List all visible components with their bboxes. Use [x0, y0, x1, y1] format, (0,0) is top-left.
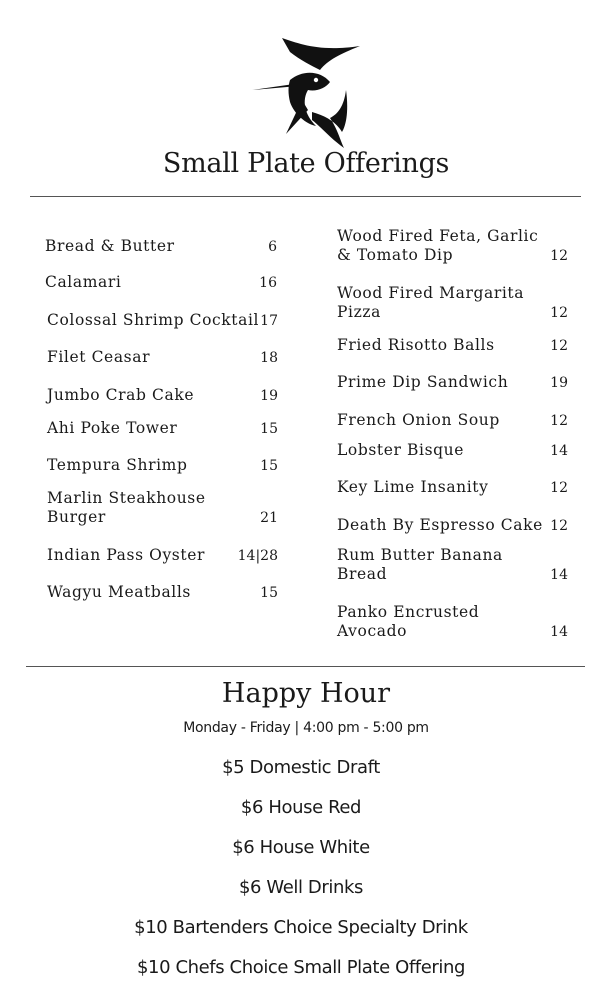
menu-item-name-line2: Bread: [337, 565, 388, 583]
menu-item-price: 17: [260, 313, 278, 329]
menu-item-name: Bread & Butter: [45, 237, 175, 255]
menu-item-price: 14|28: [237, 548, 278, 564]
menu-item-name: Ahi Poke Tower: [47, 419, 178, 437]
menu-item-name: Lobster Bisque: [337, 441, 465, 459]
menu-item-name: Death By Espresso Cake: [337, 516, 543, 534]
happy-hour-special: $6 Well Drinks: [238, 877, 364, 898]
menu-item-price: 12: [550, 338, 568, 354]
menu-item-name: Tempura Shrimp: [47, 456, 188, 474]
menu-item-name: Key Lime Insanity: [337, 478, 489, 496]
menu-item-price: 18: [260, 350, 278, 366]
menu-item-price: 15: [260, 421, 278, 437]
happy-hour-schedule: Monday - Friday | 4:00 pm - 5:00 pm: [183, 720, 429, 736]
menu-item-name-line1: Rum Butter Banana: [337, 546, 503, 564]
happy-hour-special: $5 Domestic Draft: [222, 757, 380, 778]
menu-item-name: French Onion Soup: [337, 411, 500, 429]
marlin-logo-icon: [250, 30, 362, 150]
happy-hour-special: $10 Bartenders Choice Specialty Drink: [134, 917, 468, 938]
menu-item-price: 12: [550, 413, 568, 429]
happy-hour-special: $10 Chefs Choice Small Plate Offering: [136, 957, 466, 978]
menu-item-name: Filet Ceasar: [47, 348, 151, 366]
menu-item-name: Calamari: [45, 273, 122, 291]
menu-item-price: 15: [260, 458, 278, 474]
page-title: Small Plate Offerings: [162, 148, 450, 179]
menu-item-name: Wagyu Meatballs: [47, 583, 191, 601]
menu-item-price: 19: [550, 375, 568, 391]
menu-item-name: Jumbo Crab Cake: [47, 386, 195, 404]
top-divider: [30, 196, 581, 197]
menu-item-name-line1: Wood Fired Feta, Garlic: [337, 227, 539, 245]
menu-item-name-line2: Burger: [47, 508, 106, 526]
menu-item-name: Colossal Shrimp Cocktail: [47, 311, 260, 329]
menu-item-price: 21: [260, 510, 278, 526]
happy-hour-title: Happy Hour: [221, 678, 391, 709]
menu-item-name: Indian Pass Oyster: [47, 546, 205, 564]
menu-item-price: 16: [259, 275, 277, 291]
menu-item-price: 12: [550, 248, 568, 264]
menu-item-price: 14: [550, 567, 568, 583]
menu-item-name: Prime Dip Sandwich: [337, 373, 509, 391]
middle-divider: [26, 666, 585, 667]
menu-item-price: 14: [550, 624, 568, 640]
menu-item-price: 12: [550, 305, 568, 321]
happy-hour-special: $6 House White: [232, 837, 370, 858]
menu-item-price: 12: [550, 518, 568, 534]
menu-item-name-line1: Panko Encrusted: [337, 603, 480, 621]
menu-item-price: 14: [550, 443, 568, 459]
menu-item-price: 15: [260, 585, 278, 601]
happy-hour-special: $6 House Red: [240, 797, 362, 818]
menu-item-price: 12: [550, 480, 568, 496]
menu-item-price: 19: [260, 388, 278, 404]
menu-item-price: 6: [268, 239, 277, 255]
menu-item-name: Fried Risotto Balls: [337, 336, 495, 354]
menu-item-name-line2: Avocado: [337, 622, 408, 640]
menu-item-name-line1: Wood Fired Margarita: [337, 284, 525, 302]
menu-item-name-line2: & Tomato Dip: [337, 246, 454, 264]
menu-item-name-line2: Pizza: [337, 303, 381, 321]
menu-item-name-line1: Marlin Steakhouse: [47, 489, 206, 507]
